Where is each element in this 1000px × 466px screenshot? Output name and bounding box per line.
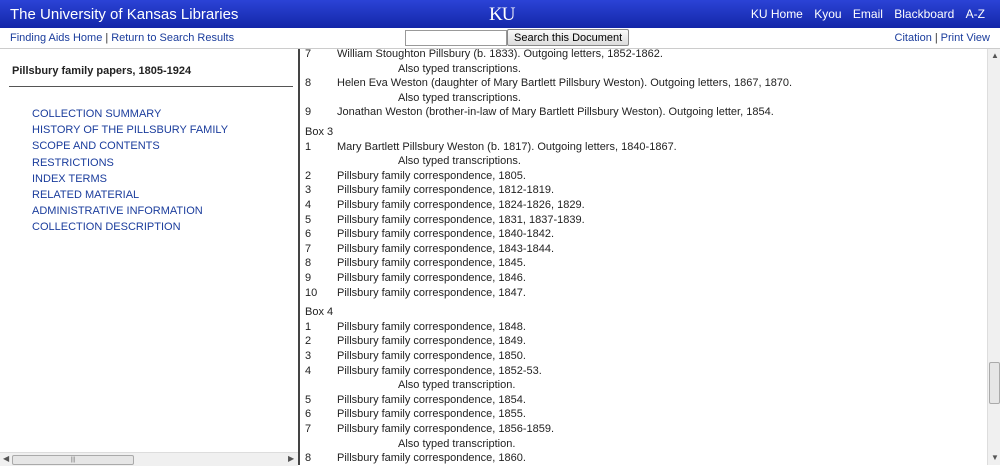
folder-number: 6 bbox=[305, 228, 312, 241]
box-heading: Box 3 bbox=[305, 126, 334, 138]
folder-number: 10 bbox=[305, 286, 318, 299]
folder-description: Helen Eva Weston (daughter of Mary Bartlett Pillsbury Weston). Outgoing letters, 1867, 1870. bbox=[337, 77, 793, 90]
folder-number: 5 bbox=[305, 393, 312, 406]
folder-description: Also typed transcriptions. bbox=[398, 91, 521, 104]
folder-number: 9 bbox=[305, 272, 312, 284]
folder-description: Also typed transcriptions. bbox=[398, 62, 521, 75]
scroll-right-icon[interactable]: ▶ bbox=[288, 454, 295, 463]
folder-description: Pillsbury family correspondence, 1805. bbox=[337, 169, 526, 182]
vertical-scroll-thumb[interactable] bbox=[989, 362, 1000, 404]
folder-number: 2 bbox=[305, 169, 312, 182]
folder-description: Pillsbury family correspondence, 1847. bbox=[337, 286, 526, 299]
box-heading: Box 4 bbox=[305, 306, 334, 319]
folder-number: 4 bbox=[305, 199, 312, 211]
email-link[interactable]: Email bbox=[852, 7, 883, 21]
site-header bbox=[0, 0, 1000, 28]
toc-item-collection-description[interactable]: COLLECTION DESCRIPTION bbox=[32, 221, 181, 234]
folder-description: Pillsbury family correspondence, 1856-1859. bbox=[337, 423, 555, 435]
header-links bbox=[743, 7, 985, 21]
finding-aids-home-link[interactable]: Finding Aids Home bbox=[10, 32, 103, 44]
print-view-link[interactable]: Print View bbox=[940, 32, 990, 44]
folder-number: 1 bbox=[305, 140, 312, 153]
folder-description: Pillsbury family correspondence, 1852-53. bbox=[337, 364, 542, 377]
toc-item-scope-and-contents[interactable]: SCOPE AND CONTENTS bbox=[32, 140, 160, 153]
separator: | bbox=[105, 32, 109, 44]
folder-number: 7 bbox=[305, 49, 312, 60]
folder-number: 7 bbox=[305, 423, 312, 435]
folder-number: 4 bbox=[305, 364, 312, 377]
folder-number: 1 bbox=[305, 320, 312, 333]
folder-description: Also typed transcriptions. bbox=[398, 155, 521, 168]
toc-item-index-terms[interactable]: INDEX TERMS bbox=[32, 172, 107, 185]
folder-description: William Stoughton Pillsbury (b. 1833). Outgoing letters, 1852-1862. bbox=[337, 49, 663, 60]
title-rule bbox=[9, 86, 293, 87]
view-links bbox=[895, 32, 990, 44]
folder-number: 9 bbox=[305, 106, 312, 119]
folder-number: 2 bbox=[305, 335, 312, 348]
folder-description: Pillsbury family correspondence, 1843-1844. bbox=[337, 242, 555, 255]
a-z-link[interactable]: A-Z bbox=[965, 7, 985, 21]
folder-description: Pillsbury family correspondence, 1849. bbox=[337, 335, 526, 348]
horizontal-scroll-thumb[interactable]: ||| bbox=[12, 455, 134, 465]
toc-item-history[interactable]: HISTORY OF THE PILLSBURY FAMILY bbox=[32, 124, 229, 137]
site-title[interactable]: The University of Kansas Libraries bbox=[10, 6, 239, 23]
citation-link[interactable]: Citation bbox=[894, 32, 932, 44]
folder-description: Pillsbury family correspondence, 1831, 1837-1839. bbox=[337, 213, 585, 226]
folder-description: Pillsbury family correspondence, 1848. bbox=[337, 320, 526, 333]
scroll-left-icon[interactable]: ◀ bbox=[3, 454, 10, 463]
folder-number: 8 bbox=[305, 77, 312, 90]
return-to-results-link[interactable]: Return to Search Results bbox=[111, 32, 235, 44]
separator: | bbox=[934, 32, 938, 44]
kyou-link[interactable]: Kyou bbox=[814, 7, 842, 21]
toc-item-collection-summary[interactable]: COLLECTION SUMMARY bbox=[32, 108, 162, 120]
folder-number: 3 bbox=[305, 350, 312, 362]
horizontal-scrollbar[interactable] bbox=[0, 452, 298, 466]
folder-description: Pillsbury family correspondence, 1846. bbox=[337, 272, 526, 284]
folder-description: Also typed transcription. bbox=[398, 379, 516, 392]
scroll-up-icon[interactable]: ▲ bbox=[991, 51, 999, 60]
search-input[interactable] bbox=[405, 30, 507, 46]
sub-navigation bbox=[0, 28, 1000, 49]
folder-description: Mary Bartlett Pillsbury Weston (b. 1817). Outgoing letters, 1840-1867. bbox=[337, 140, 677, 153]
folder-description: Pillsbury family correspondence, 1840-1842. bbox=[337, 228, 555, 241]
folder-description: Pillsbury family correspondence, 1855. bbox=[337, 408, 526, 421]
folder-number: 3 bbox=[305, 184, 312, 197]
collection-content bbox=[300, 49, 987, 465]
folder-number: 5 bbox=[305, 213, 312, 226]
folder-description: Pillsbury family correspondence, 1850. bbox=[337, 350, 526, 362]
folder-description: Pillsbury family correspondence, 1845. bbox=[337, 257, 526, 270]
folder-description: Pillsbury family correspondence, 1860. bbox=[337, 452, 526, 465]
search-document-button[interactable]: Search this Document bbox=[507, 29, 629, 46]
folder-number: 8 bbox=[305, 257, 312, 270]
folder-description: Jonathan Weston (brother-in-law of Mary Bartlett Pillsbury Weston). Outgoing letter, 1854. bbox=[337, 106, 774, 119]
vertical-scrollbar[interactable] bbox=[987, 49, 1000, 465]
breadcrumb bbox=[10, 32, 234, 44]
folder-description: Pillsbury family correspondence, 1824-1826, 1829. bbox=[337, 199, 585, 211]
toc-list bbox=[32, 106, 228, 236]
folder-description: Pillsbury family correspondence, 1812-1819. bbox=[337, 184, 555, 197]
toc-item-restrictions[interactable]: RESTRICTIONS bbox=[32, 156, 114, 169]
blackboard-link[interactable]: Blackboard bbox=[894, 7, 955, 21]
scroll-down-icon[interactable]: ▼ bbox=[991, 453, 999, 462]
folder-number: 8 bbox=[305, 452, 312, 465]
folder-number: 6 bbox=[305, 408, 312, 421]
toc-item-administrative-information[interactable]: ADMINISTRATIVE INFORMATION bbox=[32, 205, 203, 218]
folder-description: Also typed transcription. bbox=[398, 437, 516, 450]
folder-number: 7 bbox=[305, 242, 312, 255]
folder-description: Pillsbury family correspondence, 1854. bbox=[337, 393, 526, 406]
table-of-contents-panel bbox=[0, 49, 298, 465]
collection-title: Pillsbury family papers, 1805-1924 bbox=[12, 65, 192, 77]
toc-item-related-material[interactable]: RELATED MATERIAL bbox=[32, 189, 140, 202]
ku-logo[interactable]: KU bbox=[489, 4, 515, 25]
ku-home-link[interactable]: KU Home bbox=[750, 7, 803, 21]
